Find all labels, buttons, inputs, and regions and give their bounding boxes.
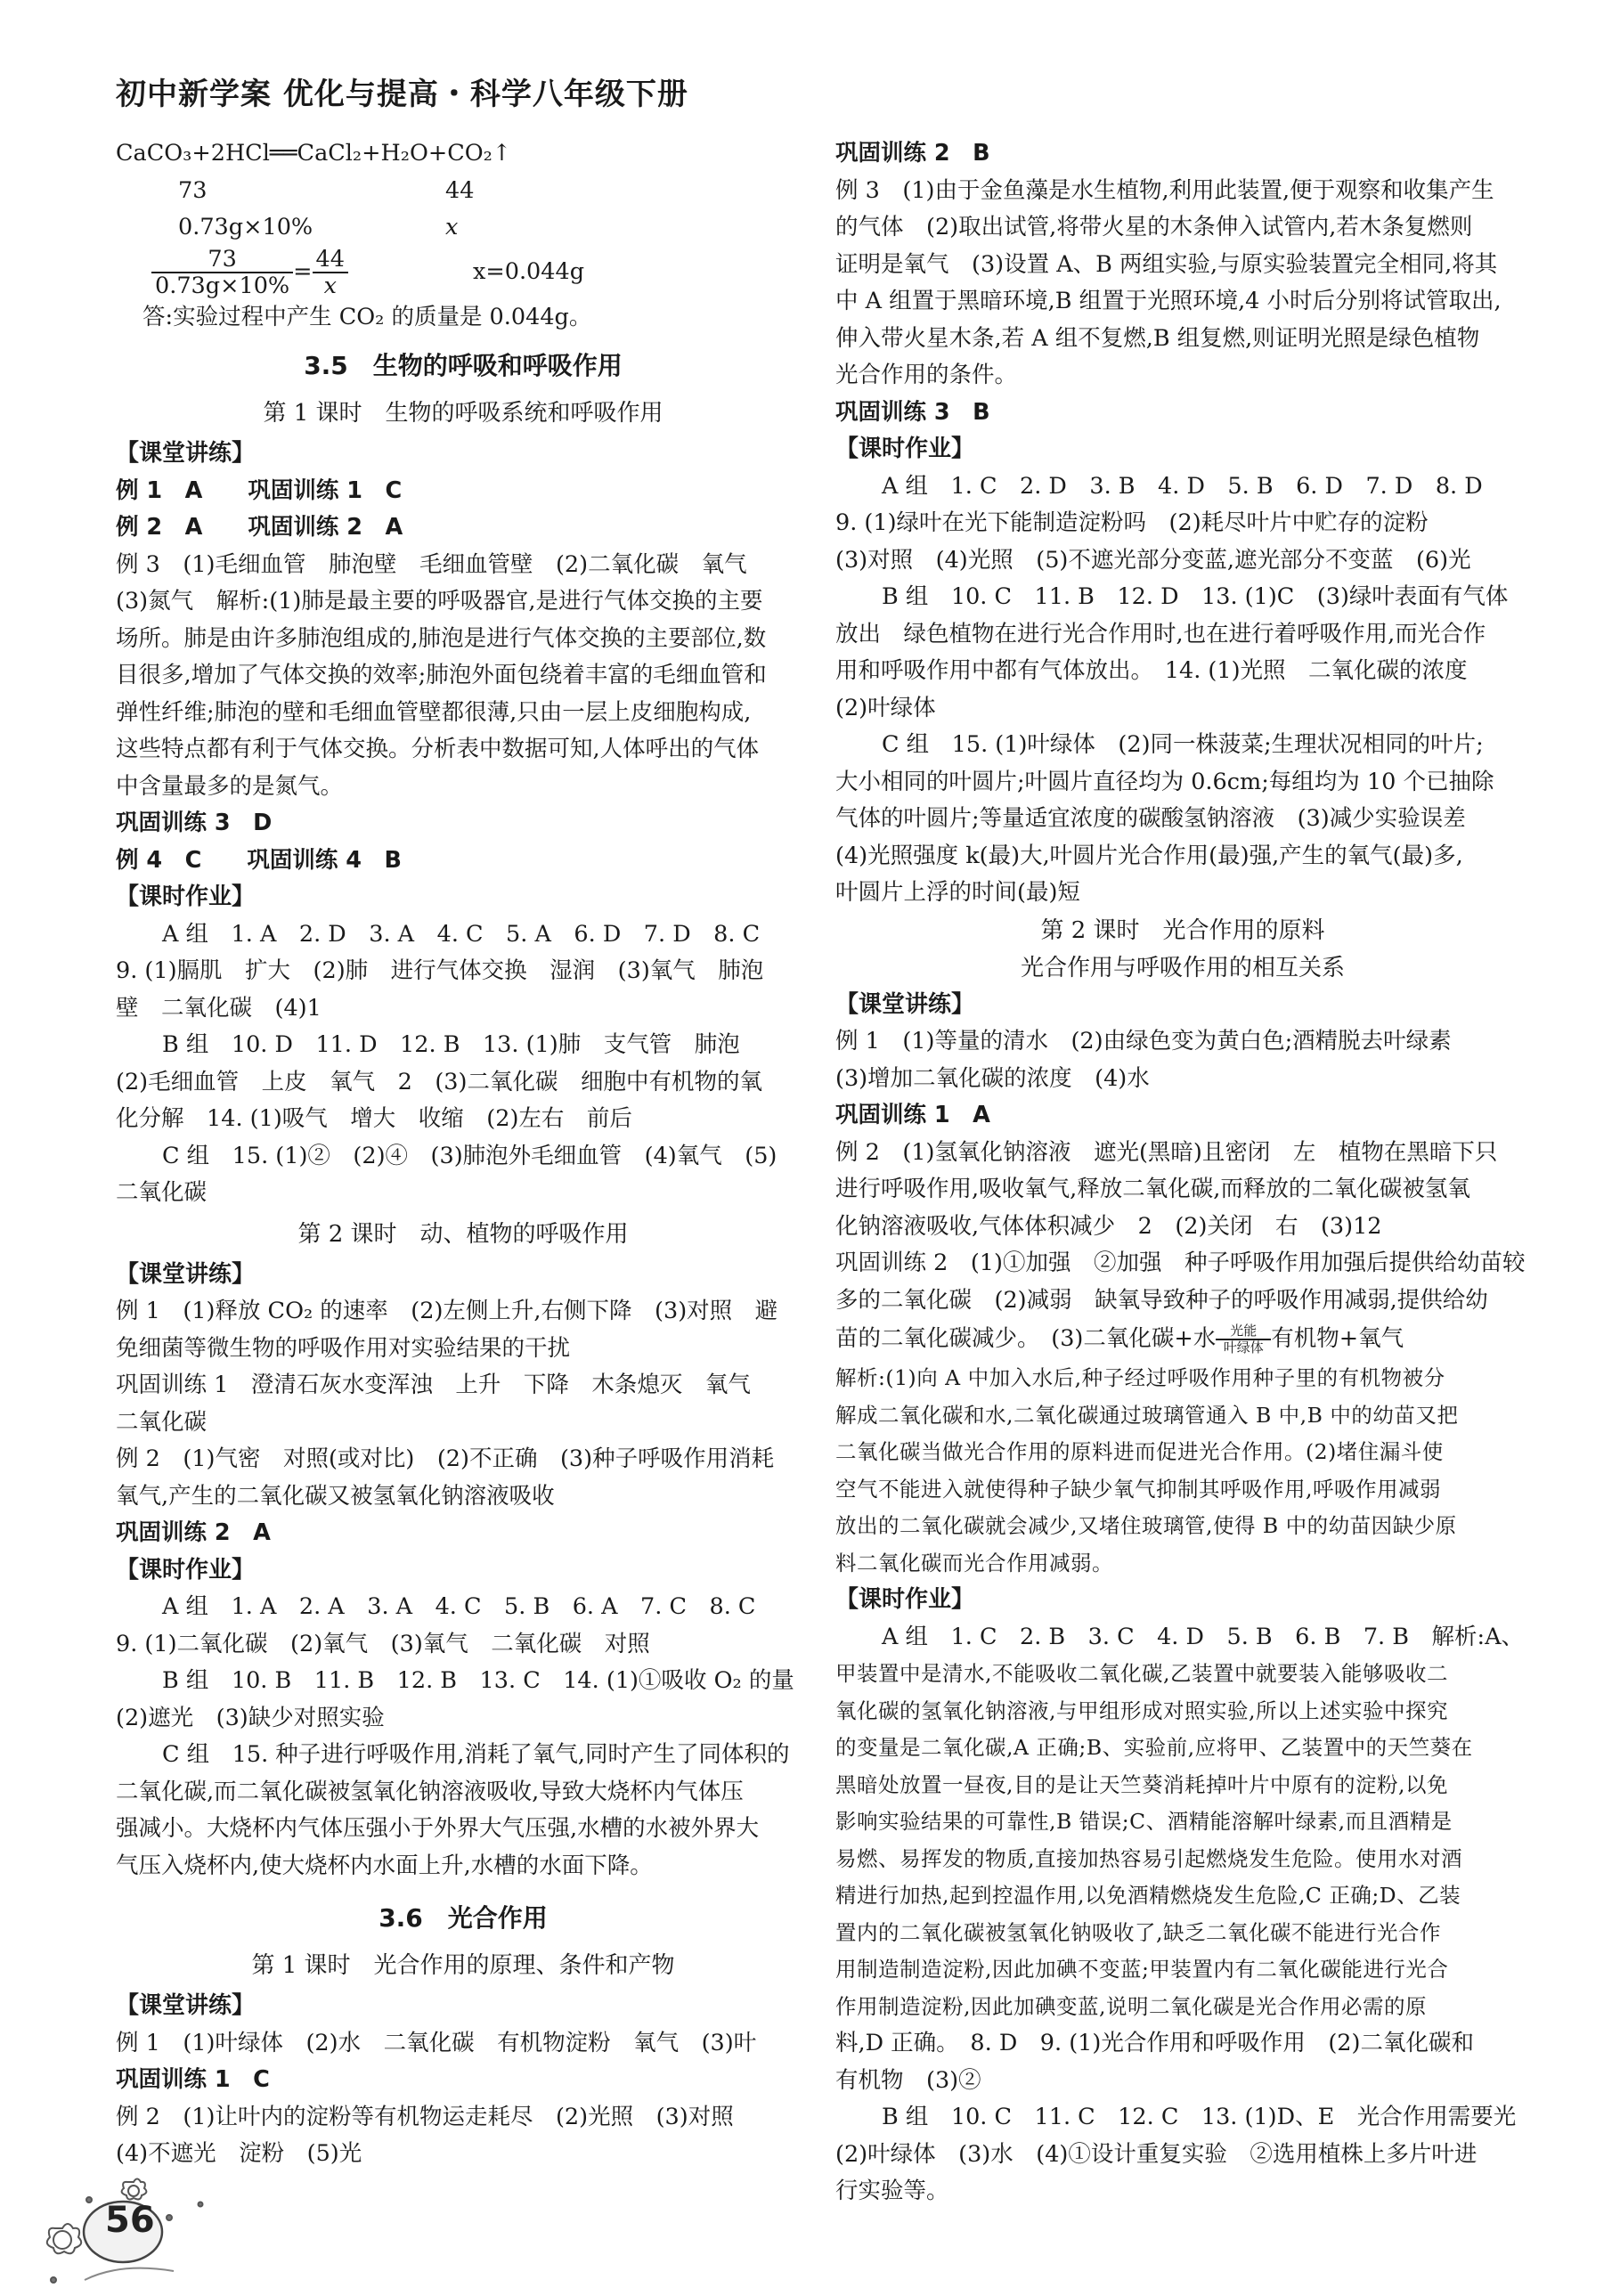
calc-73: 73 bbox=[178, 176, 208, 204]
right-line: 巩固训练 2 (1)①加强 ②加强 种子呼吸作用加强后提供给幼苗较 bbox=[835, 1250, 1526, 1276]
example-3-line: (3)氮气 解析:(1)肺是最主要的呼吸器官,是进行气体交换的主要 bbox=[116, 588, 763, 615]
homework-line: 甲装置中是清水,不能吸收二氧化碳,乙装置中就要装入能够吸收二 bbox=[835, 1661, 1448, 1686]
lesson-3-line: (4)不遮光 淀粉 (5)光 bbox=[116, 2140, 362, 2167]
homework-line: (4)光照强度 k(最)大,叶圆片光合作用(最)强,产生的氧气(最)多, bbox=[835, 842, 1463, 869]
section-3-6-title: 3.6 光合作用 bbox=[379, 1903, 548, 1933]
right-line: 光合作用的条件。 bbox=[835, 362, 1018, 388]
analysis-line: 二氧化碳当做光合作用的原料进而促进光合作用。(2)堵住漏斗使 bbox=[835, 1439, 1444, 1464]
right-line: 中 A 组置于黑暗环境,B 组置于光照环境,4 小时后分别将试管取出, bbox=[835, 288, 1502, 314]
analysis-line: 解成二氧化碳和水,二氧化碳通过玻璃管通入 B 中,B 中的幼苗又把 bbox=[835, 1402, 1459, 1428]
keshi-heading: 【课时作业】 bbox=[116, 1556, 256, 1584]
equals-sign: = bbox=[293, 257, 313, 285]
right-line: (3)增加二氧化碳的浓度 (4)水 bbox=[835, 1064, 1150, 1092]
homework-line: C 组 15. 种子进行呼吸作用,消耗了氧气,同时产生了同体积的 bbox=[162, 1741, 790, 1768]
lesson-2-title: 第 2 课时 光合作用的原料 bbox=[1040, 916, 1325, 944]
homework-line: 置内的二氧化碳被氢氧化钠吸收了,缺乏二氧化碳不能进行光合作 bbox=[835, 1919, 1441, 1945]
homework-line: A 组 1. A 2. D 3. A 4. C 5. A 6. D 7. D 8. C bbox=[162, 920, 761, 948]
ketang-heading: 【课堂讲练】 bbox=[116, 1260, 256, 1288]
right-line: 的气体 (2)取出试管,将带火星的木条伸入试管内,若木条复燃则 bbox=[835, 214, 1473, 240]
lesson-1-title: 第 1 课时 生物的呼吸系统和呼吸作用 bbox=[263, 400, 663, 427]
homework-line: 料,D 正确。 8. D 9. (1)光合作用和呼吸作用 (2)二氧化碳和 bbox=[835, 2030, 1474, 2056]
example-3-line: 目很多,增加了气体交换的效率;肺泡外面包绕着丰富的毛细血管和 bbox=[116, 662, 767, 688]
homework-line: 9. (1)二氧化碳 (2)氧气 (3)氧气 二氧化碳 对照 bbox=[116, 1630, 650, 1657]
lesson-2-line: 巩固训练 2 A bbox=[116, 1519, 271, 1546]
calc-answer: 答:实验过程中产生 CO₂ 的质量是 0.044g。 bbox=[142, 303, 592, 330]
lesson-3-title: 第 1 课时 光合作用的原理、条件和产物 bbox=[251, 1952, 675, 1979]
homework-line: 9. (1)绿叶在光下能制造淀粉吗 (2)耗尽叶片中贮存的淀粉 bbox=[835, 509, 1429, 536]
example-3-line: 弹性纤维;肺泡的壁和毛细血管壁都很薄,只由一层上皮细胞构成, bbox=[116, 698, 752, 726]
example-4: 例 4 C 巩固训练 4 B bbox=[116, 846, 402, 874]
lesson-2-line: 氧气,产生的二氧化碳又被氢氧化钠溶液吸收 bbox=[116, 1482, 555, 1510]
right-line: 多的二氧化碳 (2)减弱 缺氧导致种子的呼吸作用减弱,提供给幼 bbox=[835, 1286, 1488, 1314]
homework-line: (3)对照 (4)光照 (5)不遮光部分变蓝,遮光部分不变蓝 (6)光 bbox=[835, 546, 1471, 574]
homework-line: 的变量是二氧化碳,A 正确;B、实验前,应将甲、乙装置中的天竺葵在 bbox=[835, 1735, 1473, 1760]
lesson-3-line: 巩固训练 1 C bbox=[116, 2066, 270, 2093]
calc-44: 44 bbox=[445, 176, 475, 204]
page-number: 56 bbox=[105, 2200, 155, 2241]
right-line: 伸入带火星木条,若 A 组不复燃,B 组复燃,则证明光照是绿色植物 bbox=[835, 324, 1480, 352]
practice-3: 巩固训练 3 D bbox=[116, 810, 273, 836]
ketang-heading: 【课堂讲练】 bbox=[835, 990, 975, 1018]
analysis-line: 放出的二氧化碳就会减少,又堵住玻璃管,使得 B 中的幼苗因缺少原 bbox=[835, 1513, 1457, 1538]
homework-line: B 组 10. C 11. C 12. C 13. (1)D、E 光合作用需要光 bbox=[882, 2104, 1517, 2130]
right-line: 例 2 (1)氢氧化钠溶液 遮光(黑暗)且密闭 左 植物在黑暗下只 bbox=[835, 1138, 1498, 1166]
homework-line: 9. (1)膈肌 扩大 (2)肺 进行气体交换 湿润 (3)氧气 肺泡 bbox=[116, 957, 764, 984]
homework-line: A 组 1. C 2. D 3. B 4. D 5. B 6. D 7. D 8. D bbox=[882, 472, 1483, 500]
homework-line: 壁 二氧化碳 (4)1 bbox=[116, 994, 322, 1022]
lesson-2-line: 巩固训练 1 澄清石灰水变浑浊 上升 下降 木条熄灭 氧气 bbox=[116, 1372, 751, 1398]
equation-suffix: 有机物+氧气 bbox=[1271, 1325, 1404, 1353]
right-line: 巩固训练 2 B bbox=[835, 140, 990, 167]
right-line: 进行呼吸作用,吸收氧气,释放二氧化碳,而释放的二氧化碳被氢氧 bbox=[835, 1176, 1470, 1202]
homework-line: (2)毛细血管 上皮 氧气 2 (3)二氧化碳 细胞中有机物的氧 bbox=[116, 1068, 762, 1095]
calc-proportion bbox=[116, 246, 810, 299]
homework-line: C 组 15. (1)叶绿体 (2)同一株菠菜;生理状况相同的叶片; bbox=[882, 731, 1484, 758]
homework-line: (2)叶绿体 bbox=[835, 694, 936, 721]
right-line: 例 3 (1)由于金鱼藻是水生植物,利用此装置,便于观察和收集产生 bbox=[835, 176, 1494, 204]
lesson-2-subtitle: 光合作用与呼吸作用的相互关系 bbox=[1020, 954, 1345, 981]
homework-line: C 组 15. (1)② (2)④ (3)肺泡外毛细血管 (4)氧气 (5) bbox=[162, 1142, 777, 1169]
ketang-heading: 【课堂讲练】 bbox=[116, 1992, 256, 2019]
example-2: 例 2 A 巩固训练 2 A bbox=[116, 514, 403, 541]
lesson-2-title: 第 2 课时 动、植物的呼吸作用 bbox=[297, 1220, 629, 1248]
ketang-heading: 【课堂讲练】 bbox=[116, 440, 256, 467]
calc-row-1 bbox=[116, 173, 810, 209]
keshi-heading: 【课时作业】 bbox=[835, 1586, 975, 1613]
example-1: 例 1 A 巩固训练 1 C bbox=[116, 476, 403, 504]
left-column bbox=[116, 135, 810, 2173]
homework-line: 强减小。大烧杯内气体压强小于外界大气压强,水槽的水被外界大 bbox=[116, 1815, 760, 1842]
homework-line: 易燃、易挥发的物质,直接加热容易引起燃烧发生危险。使用水对酒 bbox=[835, 1845, 1462, 1871]
homework-line: 叶圆片上浮的时间(最)短 bbox=[835, 879, 1080, 906]
keshi-heading: 【课时作业】 bbox=[835, 436, 975, 462]
lesson-2-line: 例 2 (1)气密 对照(或对比) (2)不正确 (3)种子呼吸作用消耗 bbox=[116, 1445, 775, 1472]
page-header: 初中新学案 优化与提高・科学八年级下册 bbox=[116, 77, 688, 112]
homework-line: A 组 1. A 2. A 3. A 4. C 5. B 6. A 7. C 8. C bbox=[162, 1593, 756, 1620]
homework-line: 用和呼吸作用中都有气体放出。 14. (1)光照 二氧化碳的浓度 bbox=[835, 657, 1468, 684]
fraction-left-den: 0.73g×10% bbox=[155, 272, 290, 299]
homework-line: 行实验等。 bbox=[835, 2178, 949, 2204]
homework-line: 化分解 14. (1)吸气 增大 收缩 (2)左右 前后 bbox=[116, 1105, 632, 1132]
calc-x: x bbox=[445, 213, 459, 240]
homework-line: 气压入烧杯内,使大烧杯内水面上升,水槽的水面下降。 bbox=[116, 1852, 653, 1879]
section-3-5-title: 3.5 生物的呼吸和呼吸作用 bbox=[304, 351, 623, 380]
example-3-line: 例 3 (1)毛细血管 肺泡壁 毛细血管壁 (2)二氧化碳 氧气 bbox=[116, 550, 747, 578]
homework-line: B 组 10. B 11. B 12. B 13. C 14. (1)①吸收 O₂ 的量 bbox=[162, 1667, 794, 1694]
right-line: 例 1 (1)等量的清水 (2)由绿色变为黄白色;酒精脱去叶绿素 bbox=[835, 1028, 1452, 1054]
right-line: 巩固训练 3 B bbox=[835, 398, 990, 426]
right-column bbox=[835, 135, 1530, 2211]
lesson-2-line: 免细菌等微生物的呼吸作用对实验结果的干扰 bbox=[116, 1334, 571, 1362]
fraction-left bbox=[151, 247, 293, 298]
homework-line: 影响实验结果的可靠性,B 错误;C、酒精能溶解叶绿素,而且酒精是 bbox=[835, 1809, 1453, 1834]
homework-line: A 组 1. C 2. B 3. C 4. D 5. B 6. B 7. B 解析:A、 bbox=[882, 1623, 1524, 1650]
homework-line: 气体的叶圆片;等量适宜浓度的碳酸氢钠溶液 (3)减少实验误差 bbox=[835, 805, 1466, 832]
right-line: 巩固训练 1 A bbox=[835, 1102, 990, 1128]
homework-line: B 组 10. C 11. B 12. D 13. (1)C (3)绿叶表面有气体 bbox=[882, 583, 1509, 610]
homework-line: (2)遮光 (3)缺少对照实验 bbox=[116, 1704, 385, 1731]
example-3-line: 中含量最多的是氮气。 bbox=[116, 772, 344, 800]
fraction-right-num: 44 bbox=[313, 247, 348, 273]
homework-line: (2)叶绿体 (3)水 (4)①设计重复实验 ②选用植株上多片叶进 bbox=[835, 2140, 1478, 2168]
homework-line: 放出 绿色植物在进行光合作用时,也在进行着呼吸作用,而光合作 bbox=[835, 620, 1486, 647]
reaction-arrow bbox=[1216, 1323, 1271, 1356]
lesson-2-line: 例 1 (1)释放 CO₂ 的速率 (2)左侧上升,右侧下降 (3)对照 避 bbox=[116, 1298, 778, 1324]
lesson-3-line: 例 2 (1)让叶内的淀粉等有机物运走耗尽 (2)光照 (3)对照 bbox=[116, 2103, 734, 2130]
calc-equation: CaCO₃+2HCl══CaCl₂+H₂O+CO₂↑ bbox=[116, 140, 512, 167]
photosynthesis-equation bbox=[835, 1319, 1530, 1360]
fraction-right-den: x bbox=[323, 272, 337, 299]
homework-line: 黑暗处放置一昼夜,目的是让天竺葵消耗掉叶片中原有的淀粉,以免 bbox=[835, 1771, 1448, 1797]
fraction-left-num: 73 bbox=[151, 247, 293, 273]
arrow-bottom-label: 叶绿体 bbox=[1223, 1339, 1264, 1356]
fraction-right bbox=[313, 247, 348, 298]
right-line: 化钠溶液吸收,气体体积减少 2 (2)关闭 右 (3)12 bbox=[835, 1212, 1382, 1240]
homework-line: 精进行加热,起到控温作用,以免酒精燃烧发生危险,C 正确;D、乙装 bbox=[835, 1883, 1461, 1908]
calc-result: x=0.044g bbox=[472, 257, 585, 285]
analysis-line: 解析:(1)向 A 中加入水后,种子经过呼吸作用种子里的有机物被分 bbox=[835, 1365, 1445, 1390]
equation-prefix: 苗的二氧化碳减少。 (3)二氧化碳+水 bbox=[835, 1325, 1217, 1353]
analysis-line: 空气不能进入就使得种子缺少氧气抑制其呼吸作用,呼吸作用减弱 bbox=[835, 1476, 1441, 1502]
analysis-line: 料二氧化碳而光合作用减弱。 bbox=[835, 1550, 1113, 1575]
homework-line: 有机物 (3)② bbox=[835, 2066, 981, 2094]
homework-line: 大小相同的叶圆片;叶圆片直径均为 0.6cm;每组均为 10 个已抽除 bbox=[835, 768, 1494, 795]
example-3-line: 这些特点都有利于气体交换。分析表中数据可知,人体呼出的气体 bbox=[116, 736, 760, 762]
homework-line: 二氧化碳 bbox=[116, 1179, 208, 1206]
lesson-2-line: 二氧化碳 bbox=[116, 1408, 208, 1436]
homework-line: 氧化碳的氢氧化钠溶液,与甲组形成对照实验,所以上述实验中探究 bbox=[835, 1698, 1448, 1723]
example-3-line: 场所。肺是由许多肺泡组成的,肺泡是进行气体交换的主要部位,数 bbox=[116, 624, 767, 652]
homework-line: B 组 10. D 11. D 12. B 13. (1)肺 支气管 肺泡 bbox=[162, 1031, 740, 1058]
calc-row-2 bbox=[116, 209, 810, 246]
homework-line: 二氧化碳,而二氧化碳被氢氧化钠溶液吸收,导致大烧杯内气体压 bbox=[116, 1778, 744, 1805]
lesson-3-line: 例 1 (1)叶绿体 (2)水 二氧化碳 有机物淀粉 氧气 (3)叶 bbox=[116, 2029, 757, 2056]
keshi-heading: 【课时作业】 bbox=[116, 883, 256, 910]
right-line: 证明是氧气 (3)设置 A、B 两组实验,与原实验装置完全相同,将其 bbox=[835, 250, 1498, 278]
arrow-top-label: 光能 bbox=[1216, 1323, 1271, 1340]
homework-line: 用制造制造淀粉,因此加碘不变蓝;甲装置内有二氧化碳能进行光合 bbox=[835, 1957, 1449, 1982]
calc-mass: 0.73g×10% bbox=[178, 213, 313, 240]
homework-line: 作用制造淀粉,因此加碘变蓝,说明二氧化碳是光合作用必需的原 bbox=[835, 1993, 1427, 2019]
